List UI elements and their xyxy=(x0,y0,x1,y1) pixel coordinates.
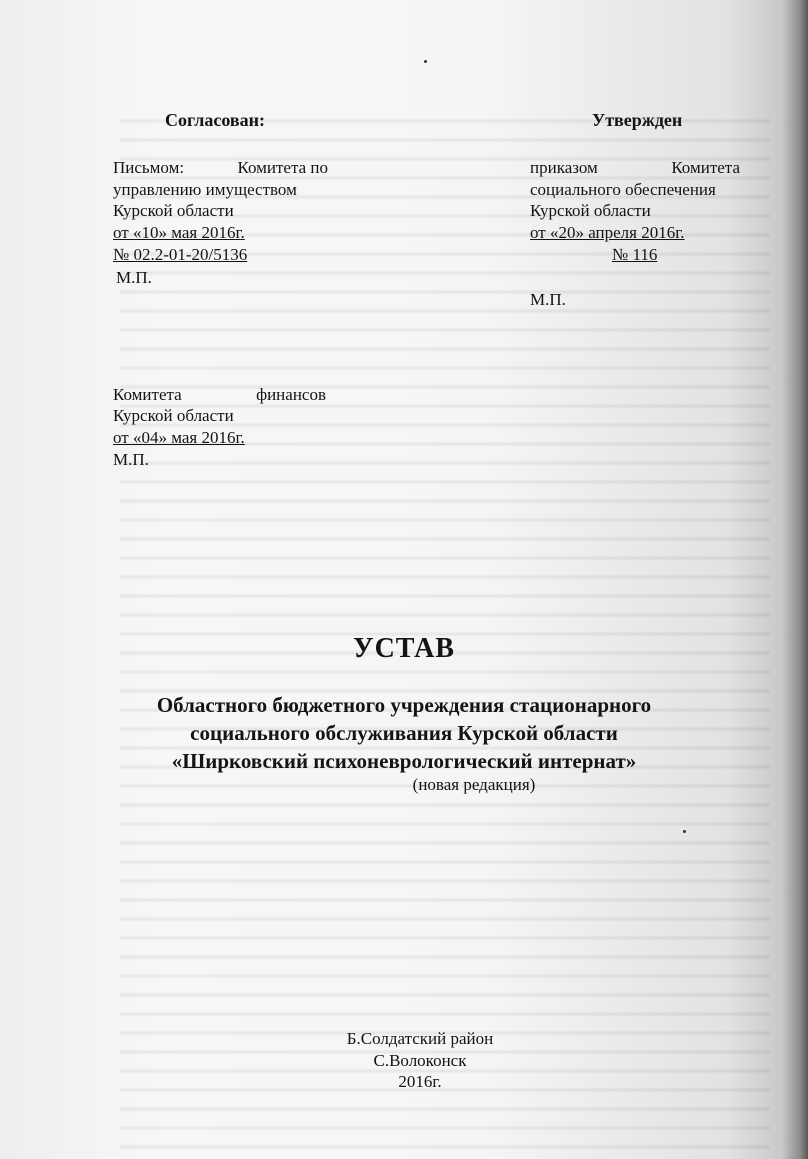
finance-line-2: Курской области xyxy=(113,406,234,425)
approval-right-heading: Утвержден xyxy=(592,110,683,130)
left-number: № 02.2-01-20/5136 xyxy=(113,245,248,264)
organization-name-line-1: Областного бюджетного учреждения стационарного xyxy=(156,693,652,717)
right-date: от «20» апреля 2016г. xyxy=(530,223,685,242)
footer-year: 2016г. xyxy=(398,1072,442,1091)
page-edge-shadow xyxy=(782,0,808,1159)
ink-speck xyxy=(683,830,686,833)
right-line-3: Курской области xyxy=(530,201,651,220)
right-stamp-mark: М.П. xyxy=(530,290,566,309)
right-number: № 116 xyxy=(612,245,658,264)
left-line-3: Курской области xyxy=(113,201,234,220)
finance-date: от «04» мая 2016г. xyxy=(113,428,245,447)
left-line-2: управлению имуществом xyxy=(113,180,297,199)
right-line-2: социального обеспечения xyxy=(530,180,716,199)
right-line-1: приказом Комитета xyxy=(530,158,740,177)
organization-name-line-2: социального обслуживания Курской области xyxy=(190,721,618,745)
organization-name-line-3: «Ширковский психоневрологический интернат» xyxy=(171,749,637,773)
footer-settlement: С.Волоконск xyxy=(373,1051,467,1070)
edition-note: (новая редакция) xyxy=(412,775,536,794)
approval-left-heading: Согласован: xyxy=(165,110,265,130)
document-title: УСТАВ xyxy=(353,633,455,664)
left-stamp-mark: М.П. xyxy=(116,268,152,287)
finance-stamp-mark: М.П. xyxy=(113,450,149,469)
left-date: от «10» мая 2016г. xyxy=(113,223,245,242)
finance-line-1: Комитета финансов xyxy=(113,385,326,404)
ink-speck xyxy=(424,60,427,63)
footer-district: Б.Солдатский район xyxy=(346,1029,494,1048)
left-line-1: Письмом: Комитета по xyxy=(113,158,328,177)
